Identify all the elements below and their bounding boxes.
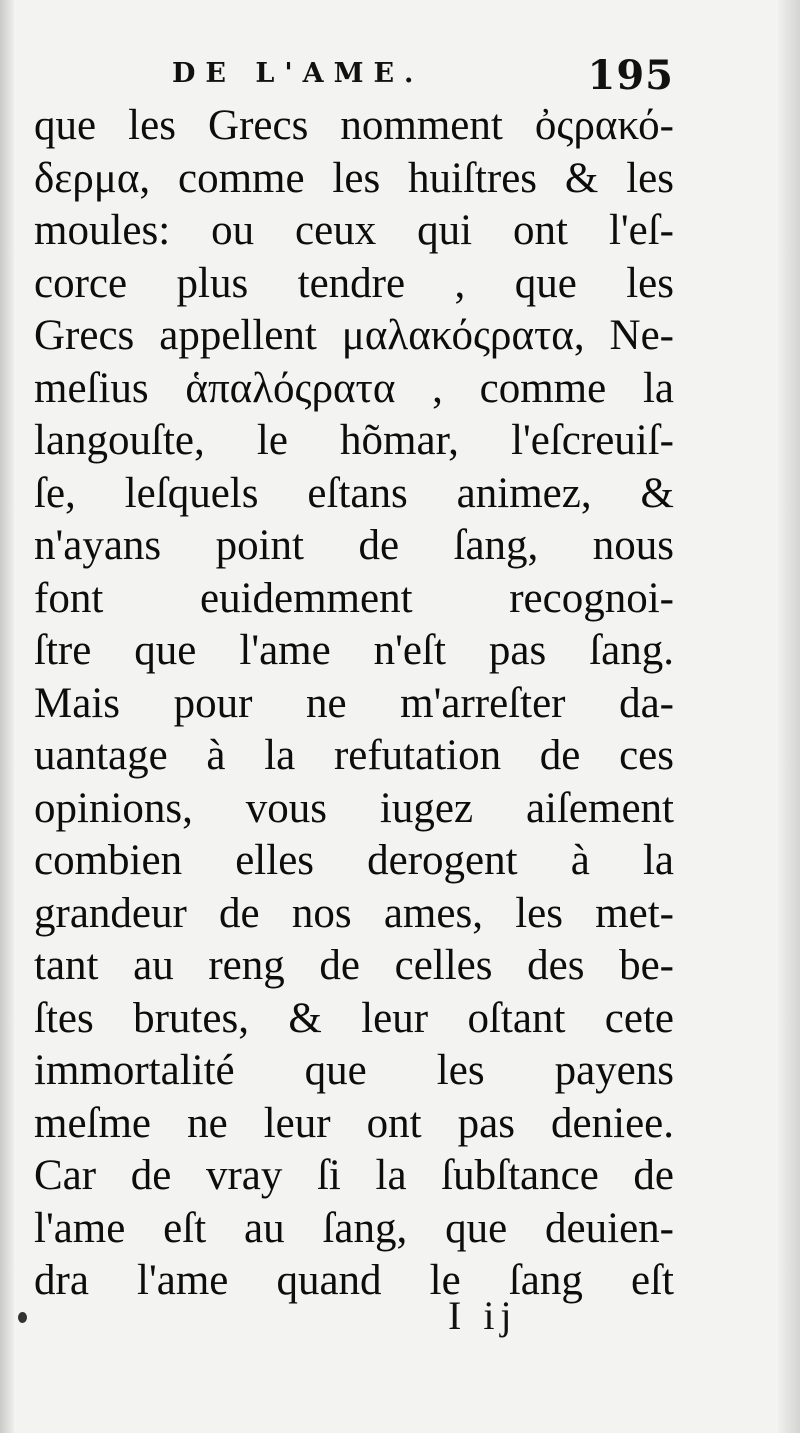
page-edge-shadow — [778, 0, 800, 1433]
text-line: opinions, vous iugez aiſement — [34, 784, 674, 832]
text-line: grandeur de nos ames, les met- — [34, 889, 674, 937]
text-line: meſius ἁπαλόςρατα , comme la — [34, 364, 674, 412]
running-title: DE L'AME. — [172, 58, 424, 89]
body-text — [34, 100, 674, 1308]
text-line: l'ame eſt au ſang, que deuien- — [34, 1204, 674, 1252]
text-line: langouſte, le hõmar, l'eſcreuiſ- — [34, 417, 674, 464]
text-line: combien elles derogent à la — [34, 837, 674, 884]
text-line: Car de vray ſi la ſubſtance de — [34, 1152, 674, 1199]
text-line: δερμα, comme les huiſtres & les — [34, 154, 674, 202]
text-line: font euidemment recognoi- — [34, 574, 674, 622]
ink-speck — [18, 1312, 27, 1323]
text-line: immortalité que les payens — [34, 1047, 674, 1094]
text-line: ſe, leſquels eſtans animez, & — [34, 469, 674, 517]
text-line: Grecs appellent μαλακόςρατα, Ne- — [34, 312, 674, 359]
text-line: uantage à la refutation de ces — [34, 732, 674, 779]
text-line: n'ayans point de ſang, nous — [34, 522, 674, 569]
text-line: ſtre que l'ame n'eſt pas ſang. — [34, 627, 674, 674]
running-head — [40, 52, 680, 102]
text-line: meſme ne leur ont pas deniee. — [34, 1099, 674, 1147]
text-line: tant au reng de celles des be- — [34, 942, 674, 989]
text-line: corce plus tendre , que les — [34, 259, 674, 307]
text-line: moules: ou ceux qui ont l'eſ- — [34, 207, 674, 254]
page-number: 195 — [587, 52, 674, 99]
text-line: ſtes brutes, & leur oſtant cete — [34, 994, 674, 1042]
signature-mark: I ij — [448, 1293, 518, 1338]
text-line: Mais pour ne m'arreſter da- — [34, 679, 674, 727]
text-line: dra l'ame quand le ſang eſt — [34, 1257, 674, 1304]
text-line: que les Grecs nomment ὀςρακό- — [34, 102, 674, 149]
page-gutter-shadow — [0, 0, 14, 1433]
